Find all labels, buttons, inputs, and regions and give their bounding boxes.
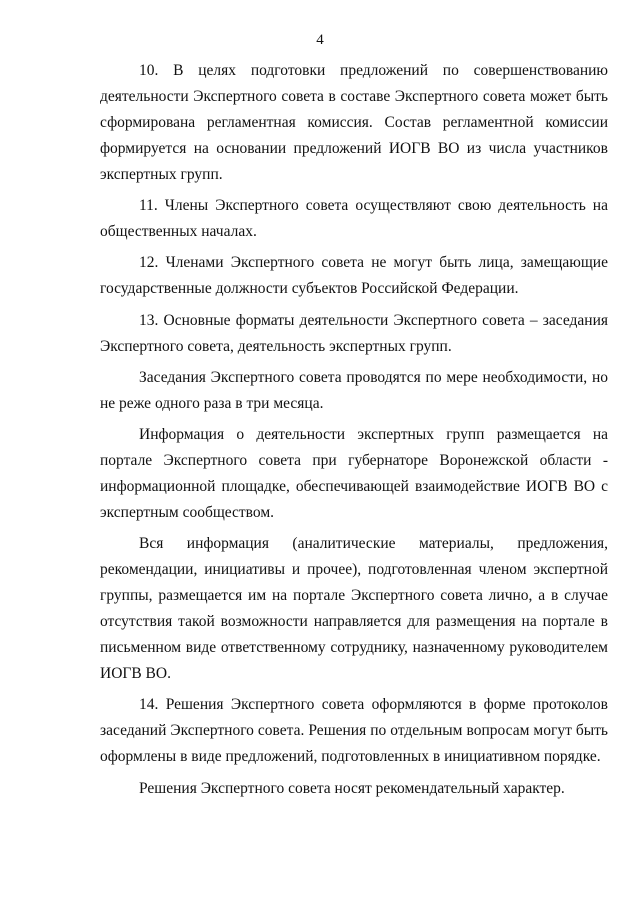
document-body: [100, 58, 608, 807]
paragraph-13-activity-formats: 13. Основные форматы деятельности Экспертного совета – заседания Экспертного совета, деятельность экспертных групп.: [100, 311, 608, 355]
paragraph-portal-information: Информация о деятельности экспертных групп размещается на портале Экспертного совета при губернаторе Воронежской области - информационной площадке, обеспечивающей взаимодействие ИОГВ ВО с экспертным сообществом.: [100, 425, 608, 521]
paragraph-information-placement: Вся информация (аналитические материалы, предложения, рекомендации, инициативы и прочее), подготовленная членом экспертной группы, размещается им на портале Экспертного совета лично, а в случае отсутствия такой возможности направляется для размещения на портале в письменном виде ответственному сотруднику, назначенному руководителем ИОГВ ВО.: [100, 535, 608, 683]
paragraph-14-decisions: 14. Решения Экспертного совета оформляются в форме протоколов заседаний Экспертного совета. Решения по отдельным вопросам могут быть оформлены в виде предложений, подготовленных в инициативном порядке.: [100, 696, 608, 766]
paragraph-10-regulatory-commission: 10. В целях подготовки предложений по совершенствованию деятельности Экспертного совета в составе Экспертного совета может быть сформирована регламентная комиссия. Состав регламентной комиссии формируется на основании предложений ИОГВ ВО из числа участников экспертных групп.: [100, 62, 608, 183]
page-number: 4: [316, 32, 324, 48]
paragraph-decisions-advisory: Решения Экспертного совета носят рекомендательный характер.: [139, 779, 565, 797]
paragraph-meeting-frequency: Заседания Экспертного совета проводятся по мере необходимости, но не реже одного раза в три месяца.: [100, 368, 608, 412]
paragraph-12-membership-restriction: 12. Членами Экспертного совета не могут быть лица, замещающие государственные должности субъектов Российской Федерации.: [100, 254, 608, 298]
paragraph-11-voluntary-basis: 11. Члены Экспертного совета осуществляют свою деятельность на общественных началах.: [100, 197, 608, 241]
